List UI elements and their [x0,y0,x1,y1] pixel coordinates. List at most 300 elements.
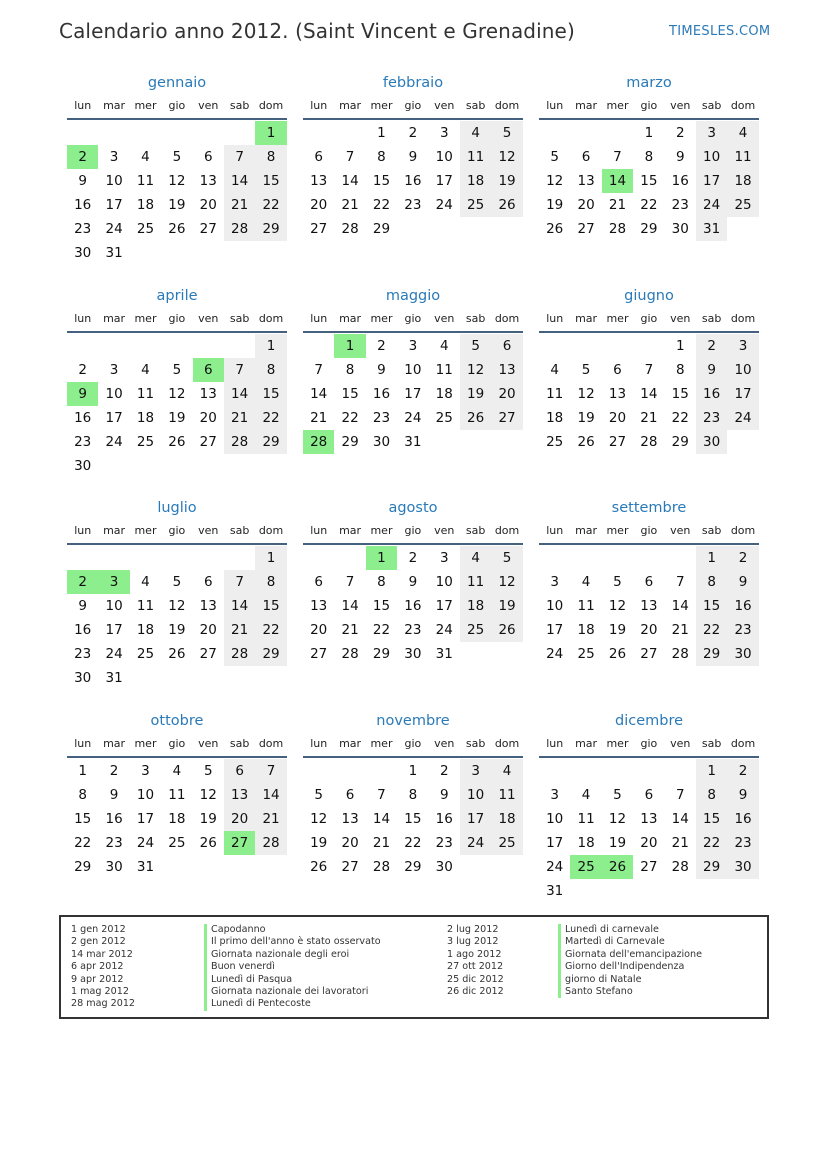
day-cell[interactable]: 24 [105,221,123,237]
day-cell[interactable]: 10 [460,783,491,807]
day-cell[interactable]: 21 [671,835,689,851]
day-cell[interactable]: 29 [696,855,727,879]
day-cell[interactable]: 17 [136,811,155,827]
day-cell[interactable]: 9 [78,598,87,614]
day-cell[interactable]: 17 [727,382,758,406]
day-cell[interactable]: 14 [341,598,359,614]
day-cell[interactable]: 11 [577,811,595,827]
day-cell[interactable]: 25 [136,434,155,450]
day-cell[interactable]: 6 [644,574,654,590]
day-cell[interactable]: 3 [109,362,119,378]
day-cell[interactable]: 29 [341,434,359,450]
day-cell[interactable]: 7 [675,574,685,590]
day-cell[interactable]: 24 [136,835,155,851]
holiday-day-cell[interactable]: 1 [255,121,286,145]
day-cell[interactable]: 13 [199,386,217,402]
day-cell[interactable]: 11 [168,787,186,803]
day-cell[interactable]: 4 [550,362,559,378]
day-cell[interactable]: 20 [310,197,328,213]
day-cell[interactable]: 5 [581,362,591,378]
day-cell[interactable]: 1 [377,125,386,141]
day-cell[interactable]: 4 [439,338,449,354]
day-cell[interactable]: 15 [696,594,727,618]
day-cell[interactable]: 10 [105,173,123,189]
day-cell[interactable]: 6 [644,787,654,803]
day-cell[interactable]: 30 [696,430,727,454]
day-cell[interactable]: 20 [640,835,658,851]
day-cell[interactable]: 16 [671,173,689,189]
day-cell[interactable]: 18 [727,169,758,193]
day-cell[interactable]: 31 [404,434,422,450]
day-cell[interactable]: 28 [255,831,286,855]
day-cell[interactable]: 29 [404,859,422,875]
day-cell[interactable]: 18 [577,622,595,638]
day-cell[interactable]: 25 [136,221,155,237]
day-cell[interactable]: 12 [168,173,186,189]
day-cell[interactable]: 28 [372,859,391,875]
day-cell[interactable]: 1 [78,763,87,779]
day-cell[interactable]: 31 [546,883,564,899]
day-cell[interactable]: 20 [577,197,595,213]
day-cell[interactable]: 5 [460,334,491,358]
day-cell[interactable]: 16 [74,622,92,638]
day-cell[interactable]: 10 [435,574,453,590]
day-cell[interactable]: 9 [696,358,727,382]
day-cell[interactable]: 1 [255,546,286,570]
day-cell[interactable]: 4 [460,546,491,570]
day-cell[interactable]: 30 [74,458,92,474]
day-cell[interactable]: 26 [168,646,186,662]
day-cell[interactable]: 18 [546,410,564,426]
day-cell[interactable]: 11 [460,570,491,594]
day-cell[interactable]: 20 [199,197,217,213]
day-cell[interactable]: 29 [372,221,391,237]
day-cell[interactable]: 5 [613,574,622,590]
day-cell[interactable]: 28 [640,434,658,450]
day-cell[interactable]: 18 [491,807,522,831]
holiday-day-cell[interactable]: 6 [193,358,224,382]
day-cell[interactable]: 25 [168,835,186,851]
day-cell[interactable]: 26 [199,835,217,851]
day-cell[interactable]: 23 [74,646,92,662]
day-cell[interactable]: 16 [74,410,92,426]
day-cell[interactable]: 26 [168,434,186,450]
day-cell[interactable]: 7 [255,759,286,783]
day-cell[interactable]: 28 [671,646,689,662]
day-cell[interactable]: 30 [74,670,92,686]
day-cell[interactable]: 21 [255,807,286,831]
day-cell[interactable]: 8 [675,362,685,378]
day-cell[interactable]: 2 [675,125,685,141]
day-cell[interactable]: 3 [439,125,449,141]
day-cell[interactable]: 16 [372,386,391,402]
day-cell[interactable]: 30 [404,646,422,662]
day-cell[interactable]: 3 [109,149,119,165]
day-cell[interactable]: 9 [727,570,758,594]
day-cell[interactable]: 3 [141,763,150,779]
day-cell[interactable]: 23 [696,406,727,430]
day-cell[interactable]: 13 [608,386,627,402]
day-cell[interactable]: 23 [74,434,92,450]
day-cell[interactable]: 17 [105,410,123,426]
day-cell[interactable]: 22 [255,618,286,642]
day-cell[interactable]: 5 [550,149,559,165]
day-cell[interactable]: 7 [314,362,323,378]
day-cell[interactable]: 27 [577,221,595,237]
day-cell[interactable]: 13 [310,173,328,189]
day-cell[interactable]: 27 [310,646,328,662]
day-cell[interactable]: 20 [310,622,328,638]
day-cell[interactable]: 9 [78,173,87,189]
day-cell[interactable]: 17 [105,197,123,213]
day-cell[interactable]: 6 [314,574,323,590]
day-cell[interactable]: 24 [105,646,123,662]
day-cell[interactable]: 19 [608,622,627,638]
day-cell[interactable]: 21 [372,835,391,851]
day-cell[interactable]: 30 [727,642,758,666]
day-cell[interactable]: 13 [224,783,255,807]
day-cell[interactable]: 19 [491,594,522,618]
day-cell[interactable]: 31 [136,859,155,875]
day-cell[interactable]: 14 [372,811,391,827]
day-cell[interactable]: 2 [377,338,386,354]
day-cell[interactable]: 19 [577,410,595,426]
day-cell[interactable]: 1 [696,759,727,783]
day-cell[interactable]: 29 [255,642,286,666]
day-cell[interactable]: 31 [105,670,123,686]
day-cell[interactable]: 7 [345,574,355,590]
day-cell[interactable]: 8 [377,574,386,590]
day-cell[interactable]: 8 [696,783,727,807]
day-cell[interactable]: 18 [460,594,491,618]
day-cell[interactable]: 5 [613,787,622,803]
day-cell[interactable]: 26 [491,618,522,642]
day-cell[interactable]: 1 [255,334,286,358]
day-cell[interactable]: 23 [671,197,689,213]
day-cell[interactable]: 29 [255,430,286,454]
day-cell[interactable]: 18 [460,169,491,193]
day-cell[interactable]: 23 [404,622,422,638]
day-cell[interactable]: 21 [224,193,255,217]
day-cell[interactable]: 25 [460,618,491,642]
day-cell[interactable]: 7 [224,570,255,594]
day-cell[interactable]: 27 [608,434,627,450]
day-cell[interactable]: 15 [404,811,422,827]
day-cell[interactable]: 18 [136,197,155,213]
day-cell[interactable]: 26 [608,646,627,662]
day-cell[interactable]: 5 [172,574,182,590]
day-cell[interactable]: 16 [74,197,92,213]
day-cell[interactable]: 6 [491,334,522,358]
holiday-day-cell[interactable]: 26 [602,855,633,879]
day-cell[interactable]: 24 [727,406,758,430]
day-cell[interactable]: 12 [168,386,186,402]
day-cell[interactable]: 22 [372,622,391,638]
day-cell[interactable]: 29 [74,859,92,875]
day-cell[interactable]: 24 [546,859,564,875]
day-cell[interactable]: 5 [314,787,323,803]
day-cell[interactable]: 1 [696,546,727,570]
day-cell[interactable]: 15 [640,173,658,189]
day-cell[interactable]: 28 [224,217,255,241]
day-cell[interactable]: 25 [727,193,758,217]
day-cell[interactable]: 3 [550,574,559,590]
day-cell[interactable]: 21 [224,618,255,642]
day-cell[interactable]: 20 [199,410,217,426]
day-cell[interactable]: 8 [78,787,87,803]
day-cell[interactable]: 11 [435,362,453,378]
day-cell[interactable]: 5 [491,121,522,145]
day-cell[interactable]: 27 [491,406,522,430]
day-cell[interactable]: 17 [546,622,564,638]
day-cell[interactable]: 20 [341,835,359,851]
day-cell[interactable]: 23 [105,835,123,851]
day-cell[interactable]: 30 [372,434,391,450]
day-cell[interactable]: 6 [224,759,255,783]
day-cell[interactable]: 30 [74,245,92,261]
day-cell[interactable]: 4 [141,574,150,590]
holiday-day-cell[interactable]: 9 [67,382,98,406]
day-cell[interactable]: 14 [255,783,286,807]
day-cell[interactable]: 21 [671,622,689,638]
day-cell[interactable]: 29 [671,434,689,450]
day-cell[interactable]: 26 [491,193,522,217]
day-cell[interactable]: 8 [696,570,727,594]
day-cell[interactable]: 7 [675,787,685,803]
day-cell[interactable]: 15 [255,594,286,618]
day-cell[interactable]: 17 [404,386,422,402]
day-cell[interactable]: 30 [105,859,123,875]
site-logo-text[interactable]: TIMESLES.COM [669,24,771,39]
day-cell[interactable]: 28 [224,642,255,666]
day-cell[interactable]: 10 [105,386,123,402]
day-cell[interactable]: 4 [727,121,758,145]
day-cell[interactable]: 1 [644,125,654,141]
day-cell[interactable]: 2 [439,763,449,779]
day-cell[interactable]: 2 [408,125,418,141]
day-cell[interactable]: 10 [727,358,758,382]
day-cell[interactable]: 23 [435,835,453,851]
day-cell[interactable]: 19 [460,382,491,406]
day-cell[interactable]: 18 [168,811,186,827]
holiday-day-cell[interactable]: 2 [67,145,98,169]
day-cell[interactable]: 12 [310,811,328,827]
day-cell[interactable]: 24 [546,646,564,662]
day-cell[interactable]: 5 [172,149,182,165]
day-cell[interactable]: 10 [546,811,564,827]
day-cell[interactable]: 23 [74,221,92,237]
day-cell[interactable]: 27 [199,646,217,662]
day-cell[interactable]: 26 [546,221,564,237]
day-cell[interactable]: 31 [696,217,727,241]
day-cell[interactable]: 25 [435,410,453,426]
day-cell[interactable]: 28 [671,859,689,875]
day-cell[interactable]: 26 [460,406,491,430]
day-cell[interactable]: 25 [577,646,595,662]
day-cell[interactable]: 28 [224,430,255,454]
day-cell[interactable]: 15 [372,598,391,614]
day-cell[interactable]: 1 [408,763,418,779]
day-cell[interactable]: 16 [696,382,727,406]
day-cell[interactable]: 8 [644,149,654,165]
day-cell[interactable]: 24 [105,434,123,450]
day-cell[interactable]: 12 [199,787,217,803]
day-cell[interactable]: 12 [608,811,627,827]
day-cell[interactable]: 14 [341,173,359,189]
day-cell[interactable]: 18 [136,622,155,638]
holiday-day-cell[interactable]: 1 [366,546,397,570]
day-cell[interactable]: 12 [546,173,564,189]
day-cell[interactable]: 4 [172,763,182,779]
day-cell[interactable]: 22 [255,193,286,217]
day-cell[interactable]: 11 [136,386,155,402]
holiday-day-cell[interactable]: 28 [303,430,334,454]
day-cell[interactable]: 24 [404,410,422,426]
day-cell[interactable]: 22 [341,410,359,426]
day-cell[interactable]: 27 [640,646,658,662]
day-cell[interactable]: 22 [696,618,727,642]
day-cell[interactable]: 6 [581,149,591,165]
day-cell[interactable]: 13 [199,598,217,614]
day-cell[interactable]: 11 [136,598,155,614]
day-cell[interactable]: 6 [203,149,213,165]
day-cell[interactable]: 9 [408,149,418,165]
day-cell[interactable]: 15 [74,811,92,827]
day-cell[interactable]: 9 [675,149,685,165]
day-cell[interactable]: 4 [141,362,150,378]
day-cell[interactable]: 17 [460,807,491,831]
day-cell[interactable]: 22 [74,835,92,851]
day-cell[interactable]: 20 [608,410,627,426]
day-cell[interactable]: 4 [491,759,522,783]
day-cell[interactable]: 27 [341,859,359,875]
day-cell[interactable]: 7 [345,149,355,165]
day-cell[interactable]: 25 [546,434,564,450]
day-cell[interactable]: 24 [460,831,491,855]
day-cell[interactable]: 7 [644,362,654,378]
day-cell[interactable]: 5 [203,763,213,779]
day-cell[interactable]: 3 [439,550,449,566]
day-cell[interactable]: 13 [577,173,595,189]
day-cell[interactable]: 16 [435,811,453,827]
day-cell[interactable]: 25 [491,831,522,855]
day-cell[interactable]: 9 [377,362,386,378]
day-cell[interactable]: 16 [105,811,123,827]
day-cell[interactable]: 14 [224,382,255,406]
day-cell[interactable]: 11 [577,598,595,614]
day-cell[interactable]: 2 [78,362,87,378]
day-cell[interactable]: 12 [168,598,186,614]
day-cell[interactable]: 23 [727,618,758,642]
day-cell[interactable]: 19 [608,835,627,851]
day-cell[interactable]: 20 [199,622,217,638]
day-cell[interactable]: 26 [168,221,186,237]
day-cell[interactable]: 17 [696,169,727,193]
day-cell[interactable]: 22 [640,197,658,213]
day-cell[interactable]: 12 [491,145,522,169]
day-cell[interactable]: 29 [255,217,286,241]
day-cell[interactable]: 18 [136,410,155,426]
day-cell[interactable]: 13 [199,173,217,189]
day-cell[interactable]: 22 [671,410,689,426]
day-cell[interactable]: 15 [255,169,286,193]
day-cell[interactable]: 9 [109,787,119,803]
day-cell[interactable]: 30 [435,859,453,875]
day-cell[interactable]: 27 [199,221,217,237]
day-cell[interactable]: 9 [727,783,758,807]
day-cell[interactable]: 21 [224,406,255,430]
day-cell[interactable]: 19 [491,169,522,193]
day-cell[interactable]: 8 [345,362,355,378]
day-cell[interactable]: 8 [377,149,386,165]
day-cell[interactable]: 29 [640,221,658,237]
day-cell[interactable]: 14 [671,811,689,827]
day-cell[interactable]: 15 [671,386,689,402]
day-cell[interactable]: 16 [404,598,422,614]
day-cell[interactable]: 3 [696,121,727,145]
day-cell[interactable]: 16 [727,807,758,831]
day-cell[interactable]: 10 [435,149,453,165]
day-cell[interactable]: 15 [372,173,391,189]
day-cell[interactable]: 3 [408,338,418,354]
day-cell[interactable]: 8 [255,145,286,169]
day-cell[interactable]: 27 [199,434,217,450]
day-cell[interactable]: 27 [640,859,658,875]
day-cell[interactable]: 15 [341,386,359,402]
day-cell[interactable]: 3 [727,334,758,358]
holiday-day-cell[interactable]: 3 [98,570,129,594]
day-cell[interactable]: 19 [199,811,217,827]
day-cell[interactable]: 25 [136,646,155,662]
day-cell[interactable]: 11 [460,145,491,169]
day-cell[interactable]: 24 [435,622,453,638]
day-cell[interactable]: 17 [546,835,564,851]
day-cell[interactable]: 12 [460,358,491,382]
day-cell[interactable]: 20 [224,807,255,831]
day-cell[interactable]: 26 [577,434,595,450]
day-cell[interactable]: 24 [696,193,727,217]
day-cell[interactable]: 2 [727,759,758,783]
day-cell[interactable]: 13 [310,598,328,614]
day-cell[interactable]: 1 [675,338,685,354]
day-cell[interactable]: 6 [613,362,622,378]
day-cell[interactable]: 5 [172,362,182,378]
day-cell[interactable]: 3 [550,787,559,803]
holiday-day-cell[interactable]: 25 [570,855,601,879]
day-cell[interactable]: 8 [255,358,286,382]
day-cell[interactable]: 18 [577,835,595,851]
day-cell[interactable]: 15 [696,807,727,831]
day-cell[interactable]: 29 [372,646,391,662]
day-cell[interactable]: 14 [640,386,658,402]
day-cell[interactable]: 29 [696,642,727,666]
day-cell[interactable]: 22 [372,197,391,213]
day-cell[interactable]: 11 [491,783,522,807]
holiday-day-cell[interactable]: 1 [334,334,365,358]
day-cell[interactable]: 14 [310,386,328,402]
day-cell[interactable]: 4 [141,149,150,165]
day-cell[interactable]: 7 [613,149,622,165]
day-cell[interactable]: 23 [404,197,422,213]
day-cell[interactable]: 16 [727,594,758,618]
day-cell[interactable]: 28 [341,646,359,662]
day-cell[interactable]: 7 [224,358,255,382]
day-cell[interactable]: 9 [408,574,418,590]
day-cell[interactable]: 2 [696,334,727,358]
day-cell[interactable]: 17 [435,173,453,189]
day-cell[interactable]: 21 [341,622,359,638]
holiday-day-cell[interactable]: 27 [224,831,255,855]
